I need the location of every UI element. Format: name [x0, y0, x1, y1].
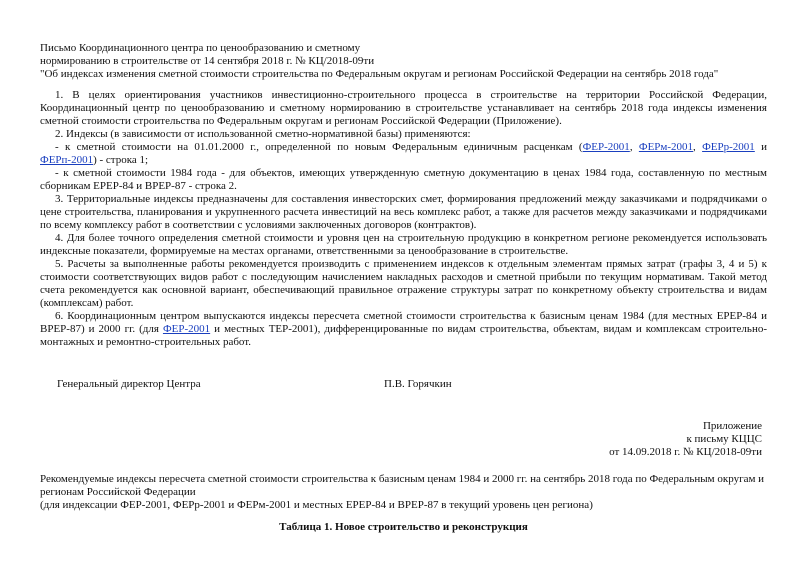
paragraph-4: 4. Для более точного определения сметной стоимости и уровня цен на строительную продукцию в конкретном регионе рекомендуется использовать индексные показатели, формируемые на местах органами, ответственными за ценообразование в строительстве. — [40, 232, 767, 257]
paragraph-2a — [40, 141, 767, 167]
separator: , — [629, 141, 639, 153]
header-line-1: Письмо Координационного центра по ценообразованию и сметному — [40, 42, 361, 54]
link-fer-2001[interactable]: ФЕР-2001 — [582, 141, 630, 153]
paragraph-6-text: 6. Координационным центром выпускаются индексы пересчета сметной стоимости строительства к базисным ценам 1984 (для местных ЕРЕР-84 и ВРЕР-87) и 2000 гг. (для — [40, 310, 767, 335]
paragraph-3: 3. Территориальные индексы предназначены для составления инвесторских смет, формирования предложений между заказчиками и подрядчиками о цене строительства, планирования и укрупненного расчета инвестиций на весь комплекс работ, а также для расчетов между заказчиками и подрядчиками по всему комплексу работ в соответствии с условиями заключенных договоров (контрактов). — [40, 193, 767, 231]
letter-body — [40, 89, 767, 349]
letter-header — [40, 42, 780, 81]
appendix-line-2: к письму КЦЦС — [686, 433, 762, 445]
recommendation-heading — [40, 473, 770, 512]
paragraph-6-end: и местных ТЕР-2001), дифференцированные по видам строительства, объектам, видам и комплексам строительно-монтажных и ремонтно-строительных работ. — [40, 323, 767, 348]
paragraph-2b: - к сметной стоимости 1984 года - для объектов, имеющих утвержденную сметную документацию в ценах 1984 года, составленную по местным сборникам ЕРЕР-84 и ВРЕР-87 - строка 2. — [40, 167, 767, 192]
link-ferp-2001[interactable]: ФЕРп-2001 — [40, 154, 94, 166]
recommendation-line-2: (для индексации ФЕР-2001, ФЕРр-2001 и ФЕРм-2001 и местных ЕРЕР-84 и ВРЕР-87 в текущий уровень цен региона) — [40, 499, 593, 511]
link-ferr-2001[interactable]: ФЕРр-2001 — [702, 141, 755, 153]
appendix-line-3: от 14.09.2018 г. № КЦ/2018-09ти — [609, 446, 762, 458]
appendix-line-1: Приложение — [702, 420, 762, 432]
signer-role: Генеральный директор Центра — [57, 378, 201, 390]
link-ferm-2001[interactable]: ФЕРм-2001 — [638, 141, 694, 153]
header-line-3: "Об индексах изменения сметной стоимости строительства по Федеральным округам и регионам Российской Федерации на сентябрь 2018 года" — [40, 68, 719, 80]
paragraph-2a-text: - к сметной стоимости на 01.01.2000 г., определенной по новым Федеральным единичным расценкам ( — [55, 141, 583, 153]
signer-name: П.В. Горячкин — [384, 378, 452, 390]
paragraph-2: 2. Индексы (в зависимости от использованной сметно-нормативной базы) применяются: — [55, 128, 471, 140]
paragraph-6 — [40, 310, 767, 349]
appendix-reference — [609, 420, 762, 459]
header-line-2: нормированию в строительстве от 14 сентября 2018 г. № КЦ/2018-09ти — [40, 55, 375, 67]
separator: и — [754, 141, 767, 153]
paragraph-2a-end: ) - строка 1; — [93, 154, 149, 166]
paragraph-5: 5. Расчеты за выполненные работы рекомендуется производить с применением индексов к отдельным элементам прямых затрат (графы 3, 4 и 5) к стоимости соответствующих видов работ с последующим начислением накладных расходов и сметной прибыли по текущим нормативам. Такой метод счета рекомендуется как основной вариант, обеспечивающий правильное отражение структуры затрат по конкретному объекту строительства и видам (комплексам) работ. — [40, 258, 767, 309]
link-fer-2001-p6[interactable]: ФЕР-2001 — [162, 323, 211, 335]
recommendation-line-1: Рекомендуемые индексы пересчета сметной стоимости строительства к базисным ценам 1984 и 2000 гг. на сентябрь 2018 года по Федеральным округам и регионам Российской Федерации — [40, 473, 765, 498]
table-title: Таблица 1. Новое строительство и реконструкция — [279, 521, 528, 533]
paragraph-1: 1. В целях ориентирования участников инвестиционно-строительного процесса в строительстве на территории Российской Федерации, Координационный центр по ценообразованию и сметному нормированию в строительстве устанавливает на сентябрь 2018 года индексы изменения сметной стоимости строительства по Федеральным округам и регионам Российской Федерации (Приложение). — [40, 89, 767, 127]
separator: , — [693, 141, 703, 153]
